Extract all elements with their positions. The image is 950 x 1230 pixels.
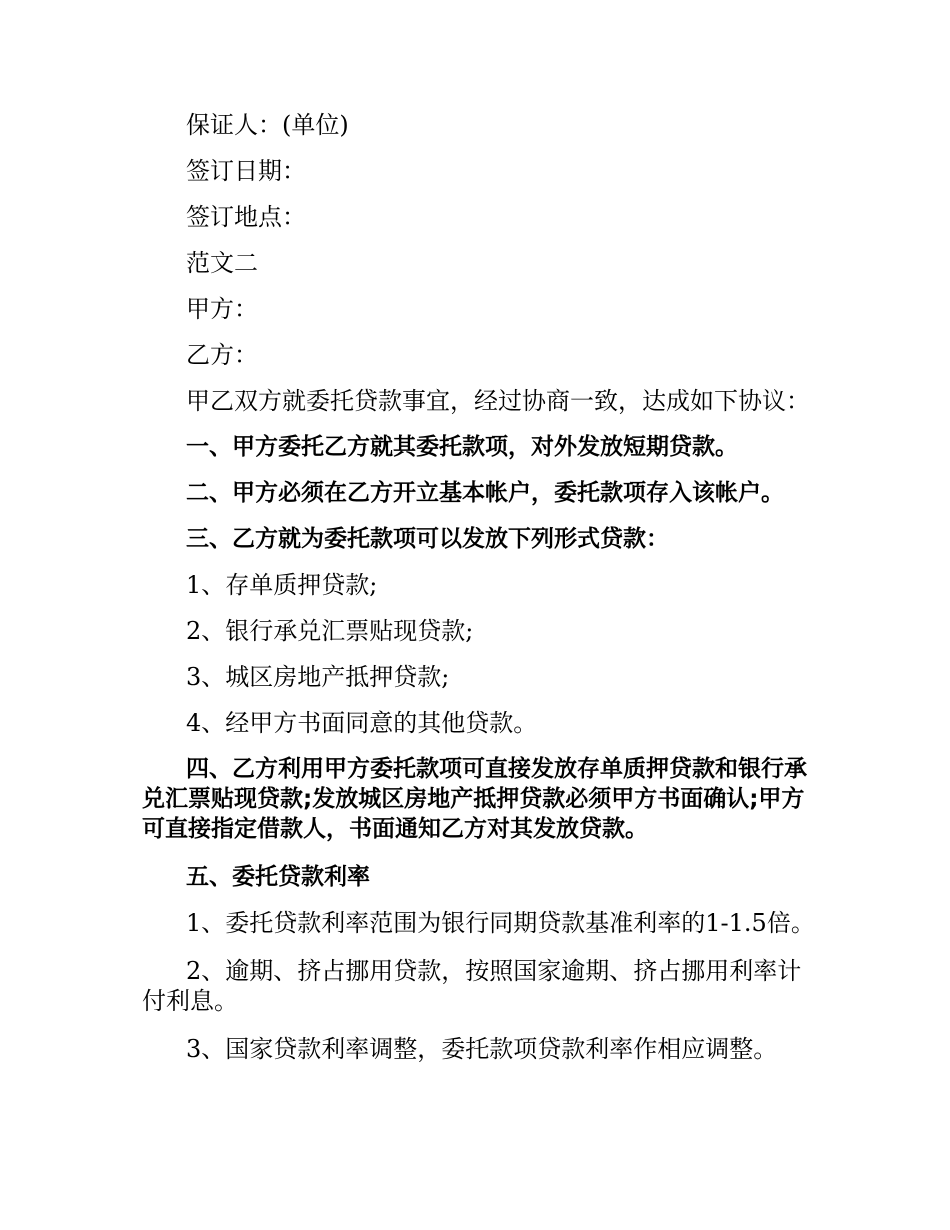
signing-date-line: 签订日期：: [186, 157, 306, 185]
loan-type-item-3: 3、城区房地产抵押贷款;: [186, 663, 450, 691]
clause-five-heading: 五、委托贷款利率: [186, 864, 370, 890]
interest-item-2: 2、逾期、挤占挪用贷款，按照国家逾期、挤占挪用利率计付利息。: [142, 957, 802, 1015]
clause-two: 二、甲方必须在乙方开立基本帐户，委托款项存入该帐户。: [186, 480, 784, 506]
interest-item-1: 1、委托贷款利率范围为银行同期贷款基准利率的1-1.5倍。: [186, 909, 815, 937]
interest-item-3: 3、国家贷款利率调整，委托款项贷款利率作相应调整。: [186, 1035, 778, 1063]
loan-type-item-4: 4、经甲方书面同意的其他贷款。: [186, 709, 538, 737]
clause-three: 三、乙方就为委托款项可以发放下列形式贷款：: [186, 526, 669, 552]
guarantor-line: 保证人：(单位): [186, 111, 349, 139]
loan-type-item-2: 2、银行承兑汇票贴现贷款;: [186, 617, 474, 645]
sample-two-heading: 范文二: [186, 249, 258, 277]
party-b-line: 乙方：: [186, 341, 258, 369]
signing-place-line: 签订地点：: [186, 203, 306, 231]
document-body: [142, 110, 822, 1080]
agreement-intro: 甲乙双方就委托贷款事宜，经过协商一致，达成如下协议：: [186, 387, 810, 415]
clause-four: 四、乙方利用甲方委托款项可直接发放存单质押贷款和银行承兑汇票贴现贷款;发放城区房地产抵押贷款必须甲方书面确认;甲方可直接指定借款人，书面通知乙方对其发放贷款。: [142, 756, 807, 842]
clause-one: 一、甲方委托乙方就其委托款项，对外发放短期贷款。: [186, 434, 738, 460]
party-a-line: 甲方：: [186, 295, 258, 323]
loan-type-item-1: 1、存单质押贷款;: [186, 571, 378, 599]
